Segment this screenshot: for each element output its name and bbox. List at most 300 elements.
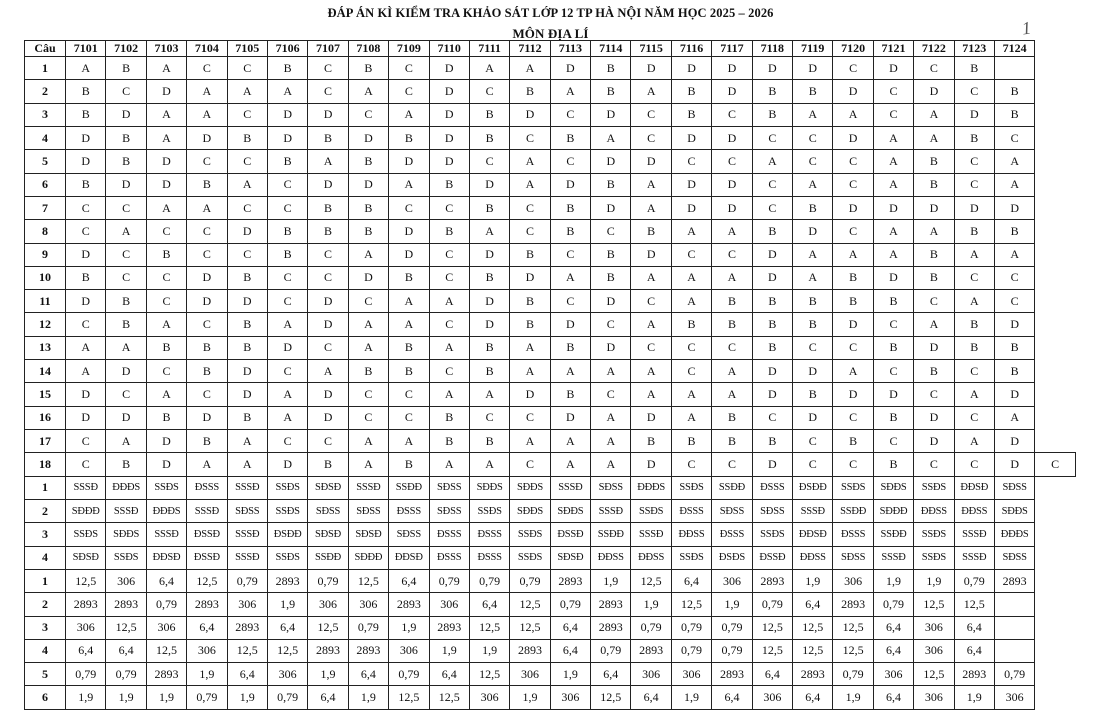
answer-cell: C <box>389 196 429 219</box>
answer-cell: ĐĐSS <box>793 546 833 569</box>
answer-cell: C <box>429 196 469 219</box>
answer-cell: A <box>873 150 913 173</box>
answer-cell: A <box>591 406 631 429</box>
answer-cell: C <box>510 196 550 219</box>
answer-cell: C <box>227 196 267 219</box>
answer-cell: A <box>631 313 671 336</box>
answer-cell: D <box>146 173 186 196</box>
answer-cell: D <box>308 173 348 196</box>
answer-cell: D <box>267 126 307 149</box>
answer-cell: C <box>66 313 106 336</box>
answer-cell: SSĐS <box>267 476 307 499</box>
answer-cell: B <box>106 57 146 80</box>
answer-cell: D <box>873 266 913 289</box>
answer-cell: A <box>833 243 873 266</box>
answer-cell: D <box>914 430 954 453</box>
answer-cell: 12,5 <box>631 569 671 592</box>
multiple-choice-row <box>25 150 1076 173</box>
answer-cell: C <box>671 243 711 266</box>
answer-cell: B <box>591 266 631 289</box>
answer-cell: 2893 <box>510 639 550 662</box>
answer-cell: SĐSĐ <box>550 546 590 569</box>
answer-cell: 0,79 <box>348 616 388 639</box>
answer-cell: C <box>389 383 429 406</box>
answer-cell: B <box>994 80 1034 103</box>
answer-cell: B <box>712 406 752 429</box>
answer-cell: A <box>267 80 307 103</box>
answer-cell: C <box>873 80 913 103</box>
answer-cell: 1,9 <box>146 686 186 710</box>
answer-cell: 6,4 <box>752 663 792 686</box>
answer-cell: 306 <box>389 639 429 662</box>
answer-cell: D <box>429 150 469 173</box>
exam-code-header: 7110 <box>429 41 469 57</box>
answer-cell: C <box>227 103 267 126</box>
answer-cell: A <box>631 360 671 383</box>
answer-cell: B <box>469 126 509 149</box>
answer-cell: SĐĐS <box>106 523 146 546</box>
answer-cell: SSĐS <box>146 476 186 499</box>
answer-cell: SĐĐĐ <box>873 499 913 522</box>
answer-cell: SĐSS <box>348 499 388 522</box>
answer-cell <box>994 57 1034 80</box>
answer-cell: C <box>429 360 469 383</box>
answer-cell: 12,5 <box>510 616 550 639</box>
answer-cell: A <box>510 360 550 383</box>
answer-cell: 6,4 <box>591 663 631 686</box>
answer-cell: B <box>227 313 267 336</box>
answer-cell: A <box>267 383 307 406</box>
true-false-row <box>25 546 1076 569</box>
answer-cell: 12,5 <box>591 686 631 710</box>
answer-cell: C <box>954 266 994 289</box>
answer-key-table <box>24 40 1076 710</box>
answer-cell: C <box>671 453 711 476</box>
question-number: 8 <box>25 220 66 243</box>
answer-cell: C <box>429 313 469 336</box>
answer-cell: B <box>550 336 590 359</box>
answer-cell: B <box>106 313 146 336</box>
answer-cell: 0,79 <box>752 593 792 616</box>
answer-cell: 2893 <box>752 569 792 592</box>
answer-cell: D <box>994 313 1034 336</box>
answer-cell: 306 <box>66 616 106 639</box>
answer-cell: 12,5 <box>227 639 267 662</box>
answer-cell: C <box>793 126 833 149</box>
answer-cell: A <box>510 336 550 359</box>
answer-cell: A <box>348 453 388 476</box>
exam-code-header: 7118 <box>752 41 792 57</box>
answer-cell: B <box>752 313 792 336</box>
answer-cell: D <box>631 243 671 266</box>
answer-cell: 2893 <box>66 593 106 616</box>
answer-cell: A <box>591 430 631 453</box>
answer-cell: A <box>550 360 590 383</box>
answer-cell: A <box>389 313 429 336</box>
answer-cell: A <box>591 453 631 476</box>
answer-cell: SSSĐ <box>873 546 913 569</box>
answer-cell: 1,9 <box>793 569 833 592</box>
answer-cell: SSĐS <box>631 499 671 522</box>
answer-cell: 306 <box>308 593 348 616</box>
answer-cell: SSĐS <box>752 523 792 546</box>
answer-cell: C <box>348 103 388 126</box>
answer-cell: D <box>994 430 1034 453</box>
answer-cell: 1,9 <box>833 686 873 710</box>
answer-cell: SSĐS <box>914 476 954 499</box>
answer-cell: C <box>752 406 792 429</box>
answer-cell: D <box>66 406 106 429</box>
question-number: 5 <box>25 150 66 173</box>
answer-cell: A <box>510 150 550 173</box>
answer-cell: A <box>914 220 954 243</box>
answer-cell: C <box>389 406 429 429</box>
answer-cell: ĐĐSS <box>631 546 671 569</box>
answer-cell: 0,79 <box>308 569 348 592</box>
answer-cell: C <box>833 336 873 359</box>
answer-cell: D <box>66 290 106 313</box>
answer-cell: D <box>146 430 186 453</box>
header-row <box>25 41 1076 57</box>
answer-cell: A <box>671 383 711 406</box>
answer-cell: 0,79 <box>227 569 267 592</box>
answer-cell: SSĐS <box>914 523 954 546</box>
answer-cell: D <box>469 243 509 266</box>
answer-cell: B <box>66 80 106 103</box>
answer-cell: A <box>591 126 631 149</box>
answer-cell: 6,4 <box>873 616 913 639</box>
answer-cell: SĐĐS <box>873 476 913 499</box>
answer-cell: SSSĐ <box>954 523 994 546</box>
answer-cell: D <box>752 57 792 80</box>
answer-cell: 306 <box>348 593 388 616</box>
answer-cell: A <box>146 57 186 80</box>
answer-cell: B <box>954 57 994 80</box>
answer-cell: C <box>833 57 873 80</box>
exam-code-header: 7122 <box>914 41 954 57</box>
exam-code-header: 7120 <box>833 41 873 57</box>
answer-cell: D <box>267 336 307 359</box>
answer-cell: D <box>914 336 954 359</box>
answer-cell: B <box>469 266 509 289</box>
answer-cell: B <box>550 126 590 149</box>
multiple-choice-row <box>25 126 1076 149</box>
answer-cell: D <box>873 383 913 406</box>
answer-cell: 6,4 <box>631 686 671 710</box>
answer-cell: 1,9 <box>106 686 146 710</box>
answer-cell: A <box>227 430 267 453</box>
multiple-choice-row <box>25 406 1076 429</box>
answer-cell: B <box>106 453 146 476</box>
answer-cell: A <box>833 103 873 126</box>
answer-cell: ĐĐĐS <box>631 476 671 499</box>
answer-cell: D <box>308 290 348 313</box>
answer-cell: C <box>267 196 307 219</box>
answer-cell: SSSĐ <box>591 499 631 522</box>
answer-cell: 1,9 <box>671 686 711 710</box>
answer-cell: 12,5 <box>510 593 550 616</box>
answer-cell: C <box>712 150 752 173</box>
question-number: 13 <box>25 336 66 359</box>
answer-cell: D <box>308 103 348 126</box>
answer-cell: SĐSĐ <box>308 523 348 546</box>
answer-cell: D <box>833 126 873 149</box>
answer-cell: C <box>267 290 307 313</box>
answer-cell: D <box>591 196 631 219</box>
answer-cell: B <box>752 430 792 453</box>
answer-cell: 1,9 <box>348 686 388 710</box>
answer-cell: A <box>914 313 954 336</box>
answer-cell: A <box>833 360 873 383</box>
answer-cell: 306 <box>914 639 954 662</box>
answer-cell: B <box>510 243 550 266</box>
answer-cell: C <box>550 103 590 126</box>
answer-cell: B <box>550 220 590 243</box>
answer-cell: B <box>873 336 913 359</box>
question-number: 6 <box>25 173 66 196</box>
exam-code-header: 7111 <box>469 41 509 57</box>
answer-cell: A <box>429 290 469 313</box>
answer-cell: D <box>793 220 833 243</box>
answer-cell: A <box>146 126 186 149</box>
answer-cell: SSĐS <box>469 499 509 522</box>
answer-cell: C <box>106 196 146 219</box>
answer-cell: D <box>146 453 186 476</box>
answer-cell: B <box>469 196 509 219</box>
answer-cell: B <box>671 313 711 336</box>
answer-cell: SĐSS <box>752 499 792 522</box>
answer-cell: A <box>227 173 267 196</box>
multiple-choice-row <box>25 453 1076 476</box>
answer-cell: C <box>873 313 913 336</box>
answer-cell: D <box>267 453 307 476</box>
answer-cell: A <box>227 453 267 476</box>
answer-cell: 1,9 <box>389 616 429 639</box>
answer-cell: SSSĐ <box>793 499 833 522</box>
answer-cell: C <box>308 336 348 359</box>
answer-cell: B <box>954 126 994 149</box>
answer-cell: C <box>873 430 913 453</box>
answer-cell: B <box>914 266 954 289</box>
answer-cell: C <box>227 150 267 173</box>
answer-cell: SSĐS <box>106 546 146 569</box>
answer-cell: A <box>793 103 833 126</box>
answer-cell: B <box>389 336 429 359</box>
answer-cell: B <box>187 360 227 383</box>
answer-cell: A <box>469 220 509 243</box>
answer-cell: A <box>106 430 146 453</box>
answer-cell: B <box>550 383 590 406</box>
answer-cell: A <box>631 383 671 406</box>
answer-cell: 12,5 <box>66 569 106 592</box>
answer-cell: 306 <box>671 663 711 686</box>
multiple-choice-row <box>25 383 1076 406</box>
answer-cell: C <box>348 383 388 406</box>
answer-cell: D <box>429 57 469 80</box>
answer-cell: D <box>954 196 994 219</box>
answer-cell: 12,5 <box>308 616 348 639</box>
answer-cell: 6,4 <box>873 686 913 710</box>
answer-cell: SĐSĐ <box>308 476 348 499</box>
answer-cell: 0,79 <box>106 663 146 686</box>
answer-cell: B <box>752 220 792 243</box>
question-number: 1 <box>25 569 66 592</box>
answer-cell: B <box>106 126 146 149</box>
answer-cell: 1,9 <box>954 686 994 710</box>
question-number: 4 <box>25 126 66 149</box>
answer-cell: 6,4 <box>429 663 469 686</box>
answer-cell: C <box>106 80 146 103</box>
answer-cell: C <box>106 383 146 406</box>
answer-cell: A <box>994 243 1034 266</box>
answer-cell: B <box>833 266 873 289</box>
answer-cell: D <box>308 313 348 336</box>
answer-cell: C <box>914 383 954 406</box>
answer-cell: 12,5 <box>348 569 388 592</box>
answer-cell: 12,5 <box>671 593 711 616</box>
answer-cell: C <box>631 336 671 359</box>
answer-cell: A <box>550 80 590 103</box>
answer-cell: C <box>308 266 348 289</box>
answer-cell: B <box>146 336 186 359</box>
answer-cell: ĐSĐĐ <box>793 476 833 499</box>
answer-cell: 12,5 <box>793 639 833 662</box>
answer-cell: 1,9 <box>227 686 267 710</box>
answer-cell: C <box>712 336 752 359</box>
answer-cell: 12,5 <box>389 686 429 710</box>
answer-cell: B <box>914 173 954 196</box>
answer-cell: A <box>348 243 388 266</box>
answer-cell: C <box>954 406 994 429</box>
short-answer-row <box>25 686 1076 710</box>
answer-cell: 2893 <box>429 616 469 639</box>
answer-cell: SĐĐS <box>510 476 550 499</box>
answer-cell: C <box>914 453 954 476</box>
answer-cell: ĐSSS <box>469 546 509 569</box>
answer-cell: C <box>267 266 307 289</box>
answer-cell: ĐĐSS <box>914 499 954 522</box>
answer-cell: B <box>994 220 1034 243</box>
answer-cell: ĐSSS <box>712 523 752 546</box>
answer-cell: A <box>712 266 752 289</box>
answer-cell: 2893 <box>591 593 631 616</box>
answer-cell: B <box>348 196 388 219</box>
answer-cell: SĐĐS <box>469 476 509 499</box>
answer-cell: C <box>187 243 227 266</box>
answer-cell: 12,5 <box>833 616 873 639</box>
answer-cell: A <box>873 220 913 243</box>
question-number: 16 <box>25 406 66 429</box>
answer-cell: A <box>550 453 590 476</box>
answer-cell: A <box>308 150 348 173</box>
multiple-choice-row <box>25 220 1076 243</box>
answer-cell: 0,79 <box>187 686 227 710</box>
answer-cell: B <box>389 360 429 383</box>
answer-cell: A <box>429 383 469 406</box>
answer-cell: D <box>712 173 752 196</box>
answer-cell: 1,9 <box>308 663 348 686</box>
answer-cell: A <box>671 266 711 289</box>
answer-cell: A <box>510 57 550 80</box>
answer-cell: C <box>550 150 590 173</box>
answer-cell: 306 <box>550 686 590 710</box>
answer-cell: 0,79 <box>267 686 307 710</box>
answer-cell: B <box>994 360 1034 383</box>
answer-cell: B <box>267 243 307 266</box>
answer-cell: D <box>994 453 1034 476</box>
answer-cell: C <box>914 290 954 313</box>
answer-cell: A <box>227 80 267 103</box>
answer-cell: D <box>994 196 1034 219</box>
answer-cell: B <box>187 430 227 453</box>
answer-cell: C <box>793 150 833 173</box>
answer-cell: B <box>389 126 429 149</box>
answer-cell: C <box>994 126 1034 149</box>
answer-cell: B <box>914 360 954 383</box>
answer-cell: C <box>348 290 388 313</box>
short-answer-row <box>25 639 1076 662</box>
answer-cell: D <box>631 150 671 173</box>
answer-cell: D <box>106 406 146 429</box>
answer-cell: 306 <box>146 616 186 639</box>
answer-cell: D <box>227 360 267 383</box>
answer-cell: SĐSS <box>308 499 348 522</box>
answer-cell: C <box>833 406 873 429</box>
answer-cell: D <box>994 383 1034 406</box>
answer-cell: B <box>66 173 106 196</box>
answer-cell: 0,79 <box>389 663 429 686</box>
answer-cell: SSĐS <box>914 546 954 569</box>
answer-cell: ĐSSĐ <box>550 523 590 546</box>
exam-code-header: 7109 <box>389 41 429 57</box>
answer-cell: A <box>994 173 1034 196</box>
answer-cell: B <box>66 103 106 126</box>
answer-cell: D <box>106 173 146 196</box>
answer-cell: B <box>671 430 711 453</box>
question-number: 18 <box>25 453 66 476</box>
multiple-choice-row <box>25 430 1076 453</box>
answer-cell: D <box>308 406 348 429</box>
answer-cell: SSSĐ <box>66 476 106 499</box>
answer-cell: SĐSS <box>389 523 429 546</box>
answer-cell: A <box>631 196 671 219</box>
answer-cell: C <box>752 126 792 149</box>
answer-cell: C <box>873 103 913 126</box>
answer-cell: D <box>187 126 227 149</box>
multiple-choice-row <box>25 360 1076 383</box>
answer-cell: B <box>712 430 752 453</box>
answer-cell: A <box>66 57 106 80</box>
answer-cell: D <box>833 313 873 336</box>
answer-cell: ĐSSS <box>389 499 429 522</box>
question-number: 5 <box>25 663 66 686</box>
answer-cell: D <box>227 220 267 243</box>
answer-cell: D <box>591 290 631 313</box>
answer-cell: C <box>591 220 631 243</box>
answer-cell: 306 <box>106 569 146 592</box>
answer-cell: A <box>752 150 792 173</box>
answer-cell: A <box>994 406 1034 429</box>
answer-cell: A <box>469 57 509 80</box>
answer-cell: A <box>954 290 994 313</box>
answer-cell: C <box>106 243 146 266</box>
answer-cell: ĐSSS <box>833 523 873 546</box>
answer-cell: B <box>793 290 833 313</box>
answer-cell: B <box>389 266 429 289</box>
answer-cell: 12,5 <box>954 593 994 616</box>
answer-cell: 12,5 <box>752 616 792 639</box>
answer-cell: C <box>994 290 1034 313</box>
